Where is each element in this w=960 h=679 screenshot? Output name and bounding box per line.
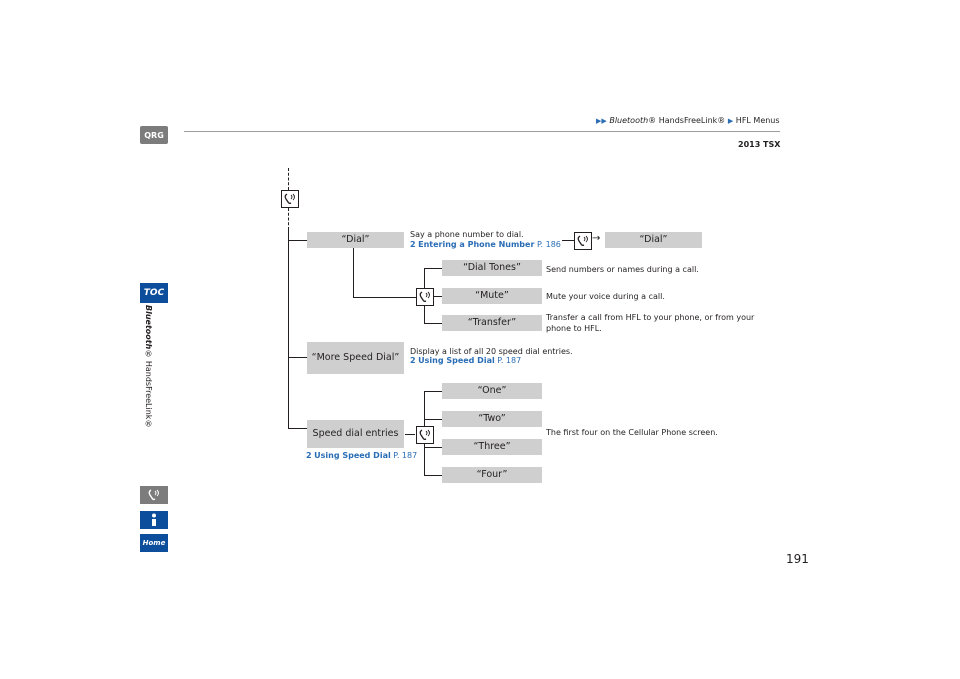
transfer-command: “Transfer” [442,315,542,331]
four-command: “Four” [442,467,542,483]
talk-button-icon [416,288,434,306]
tree-dash-bottom [288,208,289,230]
section-title: Bluetooth® HandsFreeLink® [144,305,153,429]
entries-to-icon-line [405,434,415,435]
dial-command: “Dial” [307,232,404,248]
dial-to-icon-line [562,240,574,241]
talk-button-icon [146,488,162,502]
branch-speed-dial-entries [288,428,308,429]
tree-trunk [288,230,289,428]
dial-tones-description: Send numbers or names during a call. [546,265,699,274]
qrg-button[interactable]: QRG [140,126,168,144]
breadcrumb-item-bluetooth[interactable]: Bluetooth [609,116,649,125]
dial-description: Say a phone number to dial. [410,230,524,239]
branch-transfer [424,323,442,324]
transfer-description: Transfer a call from HFL to your phone, or from your phone to HFL. [546,313,755,333]
two-command: “Two” [442,411,542,427]
speed-dial-entries-command: Speed dial entries [307,420,404,448]
page-number: 191 [786,552,809,566]
one-command: “One” [442,383,542,399]
breadcrumb [596,116,780,125]
arrow-right-icon: → [592,233,601,244]
breadcrumb-item-hfl-menus[interactable]: HFL Menus [735,116,780,125]
using-speed-dial-link[interactable]: 2 Using Speed Dial P. 187 [410,356,522,365]
cross-reference-icon: 2 [410,240,416,249]
talk-button-nav[interactable] [140,486,168,504]
home-icon: Home [142,539,166,547]
branch-more-speed-dial [288,357,308,358]
info-icon [149,513,159,527]
entering-phone-number-link[interactable]: 2 Entering a Phone Number P. 186 [410,240,561,249]
header-rule [184,131,780,132]
cross-reference-icon: 2 [306,451,312,460]
speed-dial-entries-description: The first four on the Cellular Phone screen. [546,428,718,437]
dial-to-incall-line [353,297,416,298]
talk-button-icon [281,190,299,208]
tree-dash-top [288,168,289,190]
dial-command-result: “Dial” [605,232,702,248]
talk-button-icon [574,232,592,250]
toc-button[interactable]: TOC [140,283,168,303]
talk-button-icon [416,426,434,444]
branch-one [424,391,442,392]
model-label: 2013 TSX [738,140,781,149]
cross-reference-icon: 2 [410,356,416,365]
branch-two [424,419,442,420]
branch-dial [288,240,308,241]
breadcrumb-item-hfl-suffix[interactable]: ® HandsFreeLink® [648,116,726,125]
dial-tones-command: “Dial Tones” [442,260,542,276]
home-nav[interactable] [140,534,168,552]
branch-dial-tones [424,268,442,269]
using-speed-dial-link-2[interactable]: 2 Using Speed Dial P. 187 [306,451,418,460]
branch-four [424,475,442,476]
mute-command: “Mute” [442,288,542,304]
three-command: “Three” [442,439,542,455]
info-nav[interactable] [140,511,168,529]
breadcrumb-arrow-icon: ▶▶ [596,117,607,125]
more-speed-dial-description: Display a list of all 20 speed dial entries. [410,347,573,356]
more-speed-dial-command: “More Speed Dial” [307,342,404,374]
breadcrumb-arrow-icon: ▶ [727,117,734,125]
dial-down-line [353,248,354,297]
branch-three [424,447,442,448]
mute-description: Mute your voice during a call. [546,292,665,301]
